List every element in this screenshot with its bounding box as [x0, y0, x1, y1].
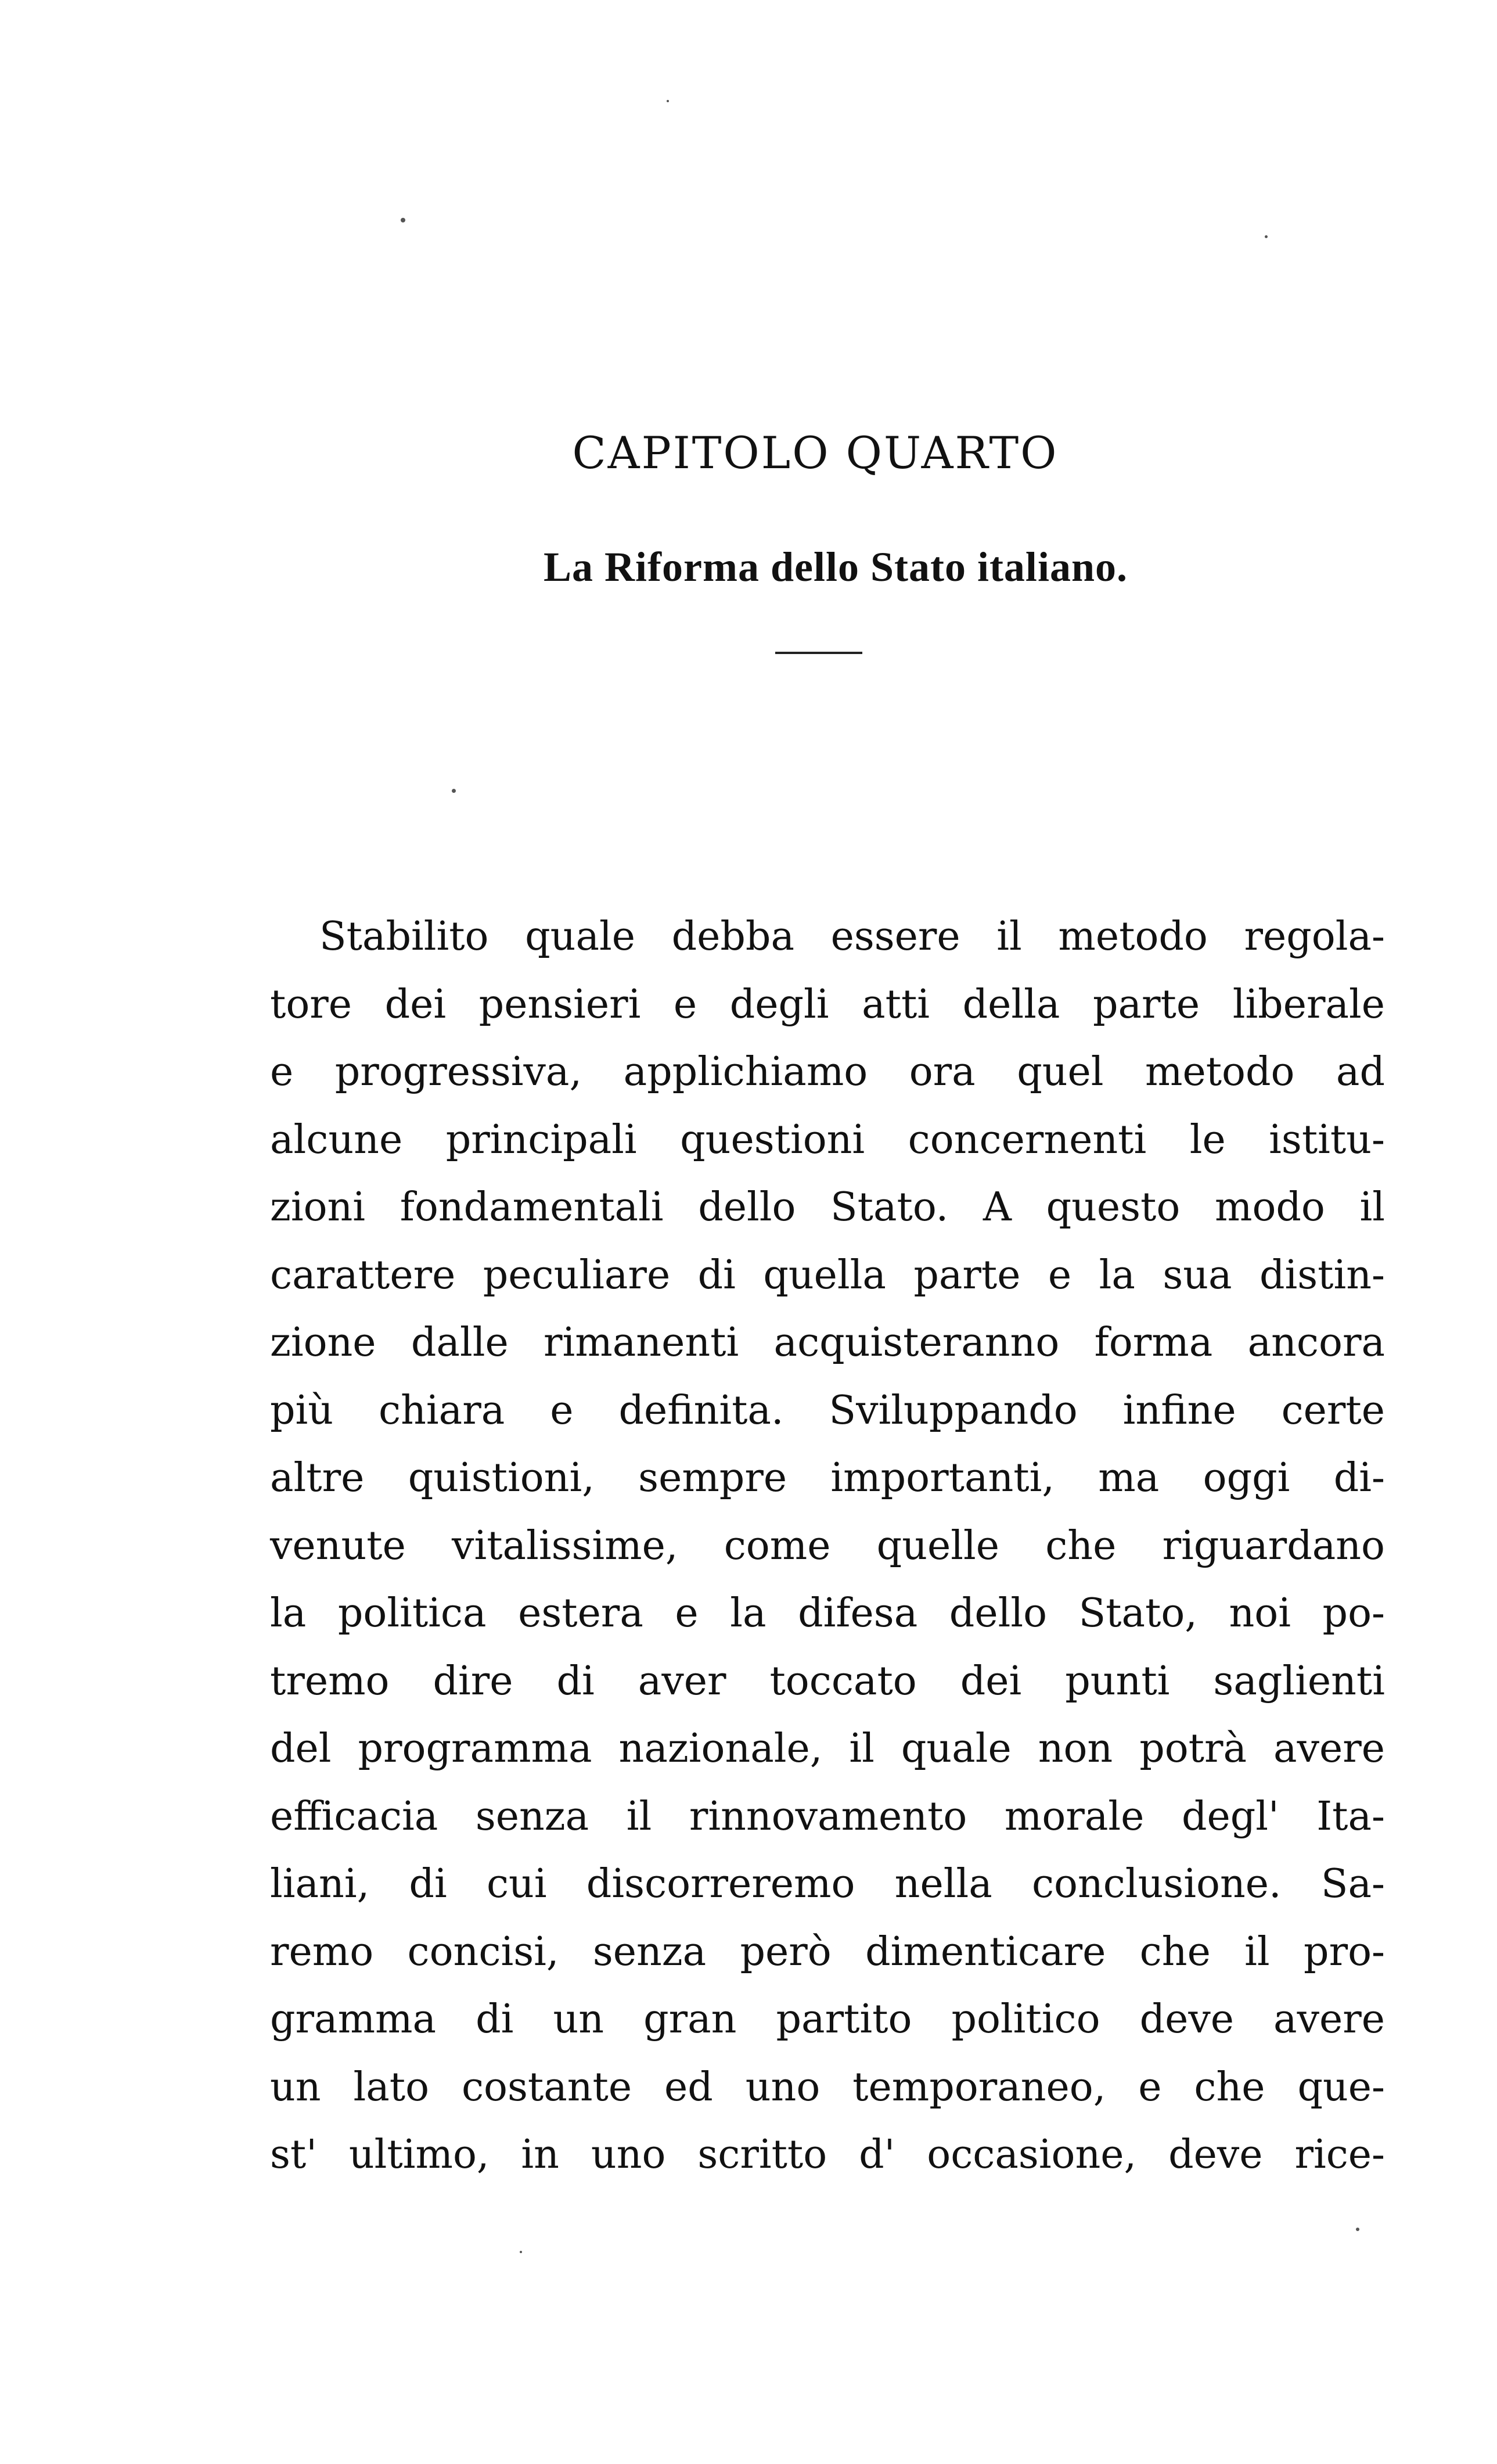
text-line: zioni fondamentali dello Stato. A questo modo il: [270, 1184, 1385, 1230]
scan-speck: [401, 218, 405, 222]
text-line: del programma nazionale, il quale non potrà avere: [270, 1726, 1385, 1772]
text-line: altre quistioni, sempre importanti, ma oggi di-: [270, 1455, 1385, 1501]
body-paragraph: [270, 903, 1385, 2189]
text-line: gramma di un gran partito politico deve avere: [270, 1996, 1385, 2042]
text-line: un lato costante ed uno temporaneo, e che que-: [270, 2064, 1385, 2110]
title-divider: [775, 652, 862, 654]
text-line: efficacia senza il rinnovamento morale degl' Ita-: [270, 1793, 1385, 1840]
text-line: st' ultimo, in uno scritto d' occasione, deve rice-: [270, 2132, 1385, 2178]
text-line: zione dalle rimanenti acquisteranno forma ancora: [270, 1320, 1385, 1366]
scan-speck: [667, 100, 669, 102]
text-line: alcune principali questioni concernenti le istitu-: [270, 1116, 1385, 1163]
text-line: più chiara e definita. Sviluppando infine certe: [270, 1387, 1385, 1434]
scan-speck: [520, 2251, 522, 2253]
scan-speck: [1265, 235, 1268, 238]
chapter-subtitle: La Riforma dello Stato italiano.: [544, 544, 1128, 590]
chapter-heading: CAPITOLO QUARTO: [572, 427, 1059, 479]
text-line: la politica estera e la difesa dello Stato, noi po-: [270, 1590, 1385, 1636]
text-line: carattere peculiare di quella parte e la sua distin-: [270, 1252, 1385, 1298]
text-line: venute vitalissime, come quelle che riguardano: [270, 1522, 1385, 1569]
text-line: tore dei pensieri e degli atti della parte liberale: [270, 981, 1385, 1028]
text-line: e progressiva, applichiamo ora quel metodo ad: [270, 1049, 1385, 1095]
scan-speck: [452, 789, 456, 793]
scan-speck: [1356, 2228, 1359, 2231]
text-line: remo concisi, senza però dimenticare che il pro-: [270, 1928, 1385, 1975]
text-line: tremo dire di aver toccato dei punti saglienti: [270, 1658, 1385, 1704]
text-line: liani, di cui discorreremo nella conclusione. Sa-: [270, 1861, 1385, 1907]
text-line: Stabilito quale debba essere il metodo regola-: [319, 914, 1385, 960]
